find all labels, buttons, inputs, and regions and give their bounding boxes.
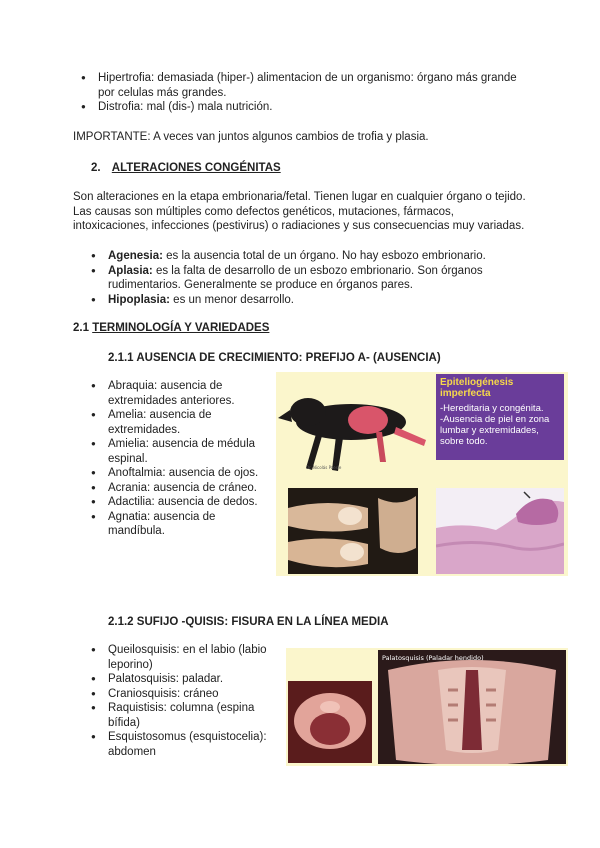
- fissure-list: [83, 643, 268, 759]
- figure-label: Palatosquisis (Paladar hendido): [382, 654, 484, 662]
- absence-list: [83, 379, 261, 539]
- palate-photo: [378, 650, 566, 764]
- list-item: ● Distrofia: mal (dis-) mala nutrición.: [73, 100, 533, 115]
- definition: es la falta de desarrollo de un esbozo embrionario. Son órganos rudimentarios. Generalmente se produce en órganos pares.: [108, 264, 483, 291]
- definition: es la ausencia total de un órgano. No hay esbozo embrionario.: [162, 250, 486, 262]
- section2-title: ALTERACIONES CONGÉNITAS: [111, 162, 281, 174]
- term: Hipoplasia:: [108, 293, 170, 306]
- list-item: ● Abraquia: ausencia de extremidades anteriores.: [83, 379, 261, 408]
- term: Agenesia:: [108, 250, 163, 262]
- list-item: [83, 249, 523, 264]
- section212-heading: 2.1.2 SUFIJO -QUISIS: FISURA EN LA LÍNEA MEDIA: [108, 616, 389, 628]
- epitheliogenesis-figure: [276, 372, 568, 576]
- list-item: [83, 264, 523, 293]
- caption-box: [436, 374, 564, 460]
- histology-photo: [436, 488, 564, 574]
- section21-heading: [73, 321, 269, 336]
- section2-number: 2.: [91, 162, 101, 174]
- photo-credit: Dr. Nicolás Paesle: [306, 465, 342, 470]
- list-item: ● Agnatia: ausencia de mandíbula.: [83, 510, 261, 539]
- hypertrophy-list: [73, 71, 533, 115]
- list-item: ● Palatosquisis: paladar.: [83, 672, 268, 687]
- caption-line: -Ausencia de piel en zona lumbar y extremidades, sobre todo.: [440, 414, 550, 447]
- list-item: ● Amielia: ausencia de médula espinal.: [83, 437, 261, 466]
- lip-photo: [288, 681, 372, 763]
- importante-note: IMPORTANTE: A veces van juntos algunos cambios de trofia y plasia.: [73, 131, 429, 143]
- congenital-list: [83, 249, 523, 307]
- list-item: [83, 293, 523, 308]
- list-item: ● Hipertrofia: demasiada (hiper-) alimentacion de un organismo: órgano más grande por celulas más grandes.: [73, 71, 533, 100]
- list-item: ● Amelia: ausencia de extremidades.: [83, 408, 261, 437]
- section21-title: TERMINOLOGÍA Y VARIEDADES: [92, 322, 270, 334]
- list-item: ● Raquistisis: columna (espina bífida): [83, 701, 268, 730]
- list-item: ● Acrania: ausencia de cráneo.: [83, 481, 261, 496]
- list-item: ● Queilosquisis: en el labio (labio leporino): [83, 643, 268, 672]
- hooves-photo: [288, 488, 418, 574]
- section2-heading: [91, 161, 281, 176]
- calf-photo: [276, 372, 434, 484]
- definition: es un menor desarrollo.: [169, 293, 294, 306]
- list-item: ● Anoftalmia: ausencia de ojos.: [83, 466, 261, 481]
- list-item: ● Adactilia: ausencia de dedos.: [83, 495, 261, 510]
- caption-line: -Hereditaria y congénita.: [440, 403, 544, 414]
- list-item: ● Esquistosomus (esquistocelia): abdomen: [83, 730, 268, 759]
- section2-paragraph: Son alteraciones en la etapa embrionaria/fetal. Tienen lugar en cualquier órgano o tejido. Las causas son múltiples como defectos genéticos, mutaciones, fármacos, intoxicaciones, infecciones (pestivirus) o radiaciones y sus consecuencias muy variadas.: [73, 191, 526, 232]
- section21-number: 2.1: [73, 322, 93, 334]
- list-item: ● Craniosquisis: cráneo: [83, 687, 268, 702]
- palatoschisis-figure: [286, 648, 568, 766]
- term: Aplasia:: [108, 264, 153, 277]
- caption-title: Epiteliogénesis imperfecta: [440, 377, 514, 399]
- section211-heading: 2.1.1 AUSENCIA DE CRECIMIENTO: PREFIJO A- (AUSENCIA): [108, 352, 441, 364]
